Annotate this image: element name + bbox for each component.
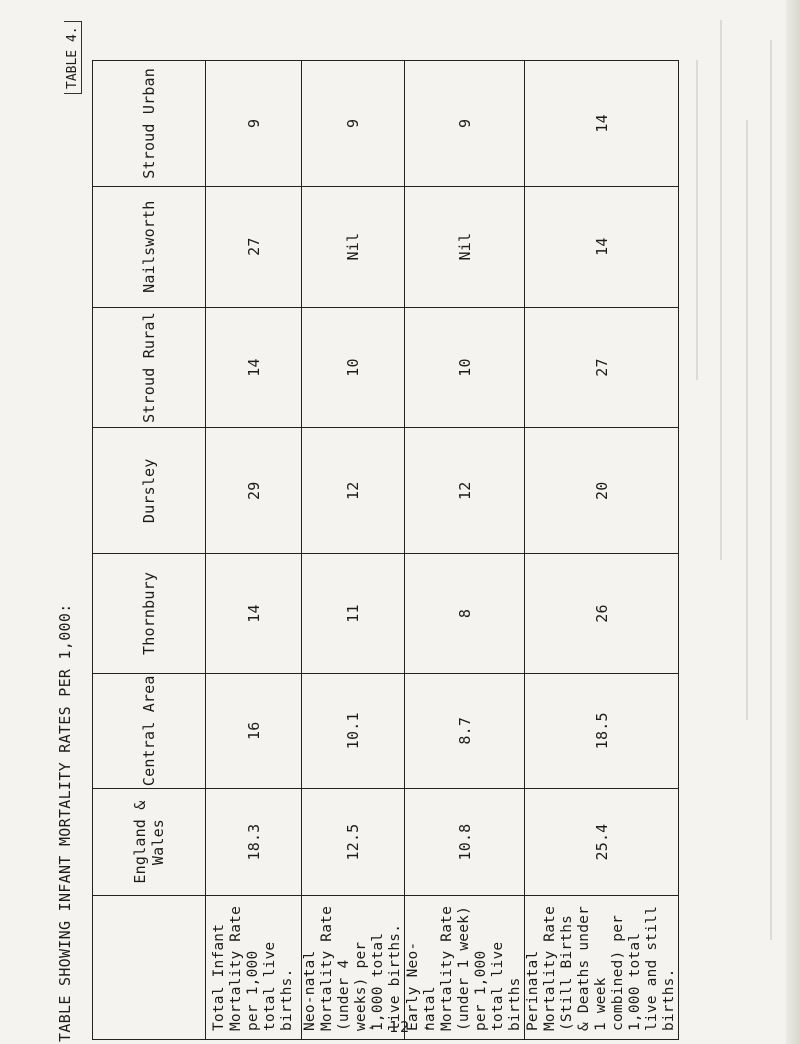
mortality-table-rotated bbox=[92, 60, 677, 1040]
area-header: Central Area bbox=[93, 673, 206, 788]
row-label: Neo-natal Mortality Rate (under 4 weeks) per 1,000 total live births. bbox=[302, 896, 405, 1040]
rate-value: 27 bbox=[525, 307, 679, 428]
rate-value: 12 bbox=[405, 428, 525, 554]
table-row bbox=[525, 61, 679, 1040]
rate-value: 10 bbox=[405, 307, 525, 428]
rate-value: 11 bbox=[302, 554, 405, 674]
rate-value: 14 bbox=[206, 307, 302, 428]
rate-value: 26 bbox=[525, 554, 679, 674]
rate-value: 27 bbox=[206, 186, 302, 307]
rate-value: 20 bbox=[525, 428, 679, 554]
rate-value: 12.5 bbox=[302, 788, 405, 896]
rate-value: 18.5 bbox=[525, 673, 679, 788]
row-label: Early Neo-natal Mortality Rate (under 1 week) per 1,000 total live births bbox=[405, 896, 525, 1040]
rate-value: Nil bbox=[405, 186, 525, 307]
table-row bbox=[206, 61, 302, 1040]
bleed-through-text bbox=[676, 0, 786, 1044]
rate-value: 10.1 bbox=[302, 673, 405, 788]
rate-value: 12 bbox=[302, 428, 405, 554]
rate-value: 9 bbox=[405, 61, 525, 187]
rate-value: 14 bbox=[525, 61, 679, 187]
rate-value: 14 bbox=[525, 186, 679, 307]
rate-value: 18.3 bbox=[206, 788, 302, 896]
row-label: Perinatal Mortality Rate (Still Births & Deaths under 1 week combined) per 1,000 total live and still births. bbox=[525, 896, 679, 1040]
rate-value: 10.8 bbox=[405, 788, 525, 896]
rate-value: 10 bbox=[302, 307, 405, 428]
rate-value: 8.7 bbox=[405, 673, 525, 788]
rate-value: 29 bbox=[206, 428, 302, 554]
rate-value: 25.4 bbox=[525, 788, 679, 896]
rate-value: 9 bbox=[302, 61, 405, 187]
mortality-table bbox=[92, 60, 679, 1040]
rate-value: 9 bbox=[206, 61, 302, 187]
table-row bbox=[405, 61, 525, 1040]
rate-value: 16 bbox=[206, 673, 302, 788]
row-label: Total Infant Mortality Rate per 1,000 total live births. bbox=[206, 896, 302, 1040]
rate-value: 14 bbox=[206, 554, 302, 674]
area-header: Stroud Rural bbox=[93, 307, 206, 428]
area-header: Stroud Urban bbox=[93, 61, 206, 187]
page-title: TABLE SHOWING INFANT MORTALITY RATES PER 1,000: bbox=[56, 603, 74, 1042]
area-header: Dursley bbox=[93, 428, 206, 554]
rate-value: 8 bbox=[405, 554, 525, 674]
area-header: Thornbury bbox=[93, 554, 206, 674]
rate-value: Nil bbox=[302, 186, 405, 307]
area-header: England & Wales bbox=[93, 788, 206, 896]
table-label: TABLE 4. bbox=[64, 21, 82, 94]
page-number: - 12 - bbox=[366, 1018, 434, 1036]
area-header: Nailsworth bbox=[93, 186, 206, 307]
table-row bbox=[302, 61, 405, 1040]
page-edge bbox=[786, 0, 800, 1044]
